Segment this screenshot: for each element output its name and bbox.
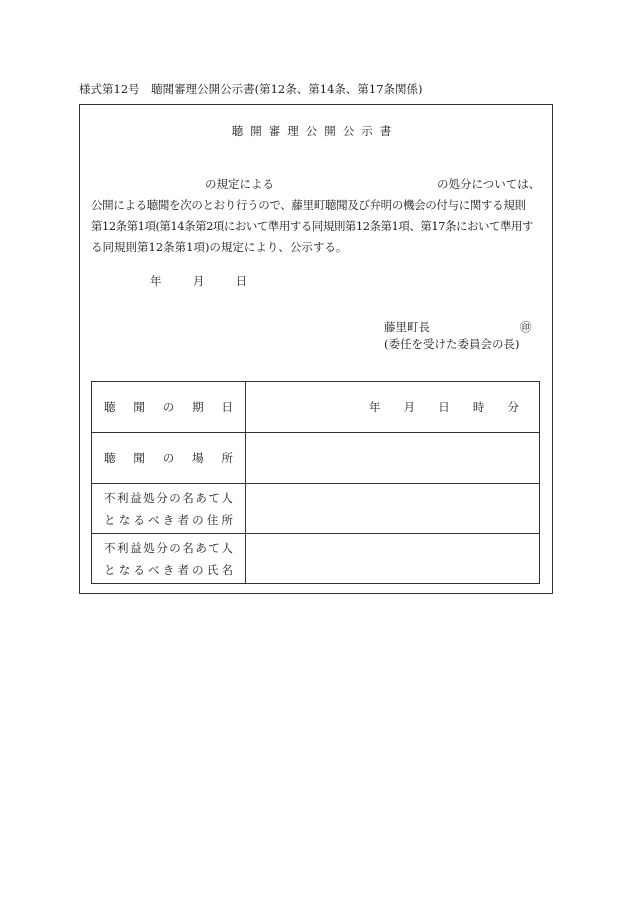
table-row [92, 382, 540, 433]
label-char: と [104, 562, 116, 577]
label-char: 名 [221, 562, 233, 577]
issuer-note: (委任を受けた委員会の長) [384, 337, 520, 351]
hearing-date-label [92, 382, 246, 433]
paragraph-line-1a: の規定による [205, 177, 274, 191]
datetime-unit: 時 [472, 400, 485, 414]
label-char: 不 [104, 490, 116, 505]
label-char: 場 [192, 451, 204, 465]
addressee-address-label [92, 484, 246, 534]
label-char: 名 [182, 490, 194, 505]
paragraph-line-1b: の処分については、 [437, 177, 541, 191]
label-char: 聞 [133, 400, 145, 414]
label-char: あ [195, 490, 207, 505]
label-char: 氏 [206, 562, 219, 577]
label-char: 所 [221, 451, 233, 465]
seal-mark: ㊞ [520, 320, 532, 334]
date-year: 年 [150, 274, 162, 288]
hearing-place-label [92, 433, 246, 484]
table-row [92, 433, 540, 484]
label-char: の [192, 512, 204, 527]
date-month: 月 [192, 274, 205, 288]
label-char: 処 [143, 540, 155, 555]
label-char: の [169, 490, 181, 505]
paragraph-line-2: 公開による聴聞を次のとおり行うので、藤里町聴聞及び弁明の機会の付与に関する規則 [91, 198, 526, 212]
table-row [92, 534, 540, 584]
label-char: 人 [221, 540, 233, 555]
label-char: 分 [156, 490, 168, 505]
label-char: 聴 [104, 400, 116, 414]
label-char: 期 [192, 400, 204, 414]
label-char: な [118, 512, 131, 527]
label-char: の [192, 562, 204, 577]
label-char: 日 [221, 400, 233, 414]
datetime-unit: 月 [403, 400, 416, 414]
addressee-address-value [246, 484, 540, 534]
document-title: 聴開審理公開公示書 [231, 124, 399, 138]
label-char: 所 [221, 512, 233, 527]
label-char: の [162, 451, 175, 465]
date-day: 日 [235, 274, 248, 288]
label-char: 益 [130, 540, 142, 555]
label-char: き [162, 512, 175, 527]
label-char: る [133, 562, 145, 577]
label-char: 聞 [133, 451, 145, 465]
label-char: あ [195, 540, 207, 555]
label-char: な [118, 562, 131, 577]
hearing-date-value [246, 382, 540, 433]
label-char: の [162, 400, 175, 414]
label-char: 不 [104, 540, 116, 555]
form-number-header: 様式第12号 聴聞審理公開公示書(第12条、第14条、第17条関係) [79, 82, 423, 96]
issue-date [150, 273, 247, 289]
addressee-name-label [92, 534, 246, 584]
datetime-unit: 日 [438, 400, 450, 414]
table-row [92, 484, 540, 534]
label-char: 分 [156, 540, 168, 555]
issuer-name: 藤里町長 [384, 320, 430, 334]
label-char: 益 [130, 490, 142, 505]
datetime-unit: 分 [507, 400, 519, 414]
label-char: 利 [117, 490, 129, 505]
label-char: 名 [182, 540, 194, 555]
label-char: べ [148, 562, 160, 577]
label-char: 人 [221, 490, 233, 505]
label-char: き [162, 562, 175, 577]
label-char: の [169, 540, 181, 555]
label-char: 者 [177, 512, 189, 527]
hearing-place-value [246, 433, 540, 484]
label-char: べ [148, 512, 160, 527]
label-char: 聴 [104, 451, 116, 465]
hearing-info-table [91, 381, 540, 584]
label-char: て [208, 540, 220, 555]
label-char: 利 [117, 540, 129, 555]
label-char: 住 [206, 512, 219, 527]
label-char: 処 [143, 490, 155, 505]
label-char: る [133, 512, 145, 527]
label-char: て [208, 490, 220, 505]
paragraph-line-3: 第12条第1項(第14条第2項において準用する同規則第12条第1項、第17条において準用す [91, 219, 533, 233]
datetime-unit: 年 [369, 400, 381, 414]
addressee-name-value [246, 534, 540, 584]
label-char: と [104, 512, 116, 527]
paragraph-line-4: る同規則第12条第1項)の規定により、公示する。 [91, 240, 348, 254]
label-char: 者 [177, 562, 189, 577]
